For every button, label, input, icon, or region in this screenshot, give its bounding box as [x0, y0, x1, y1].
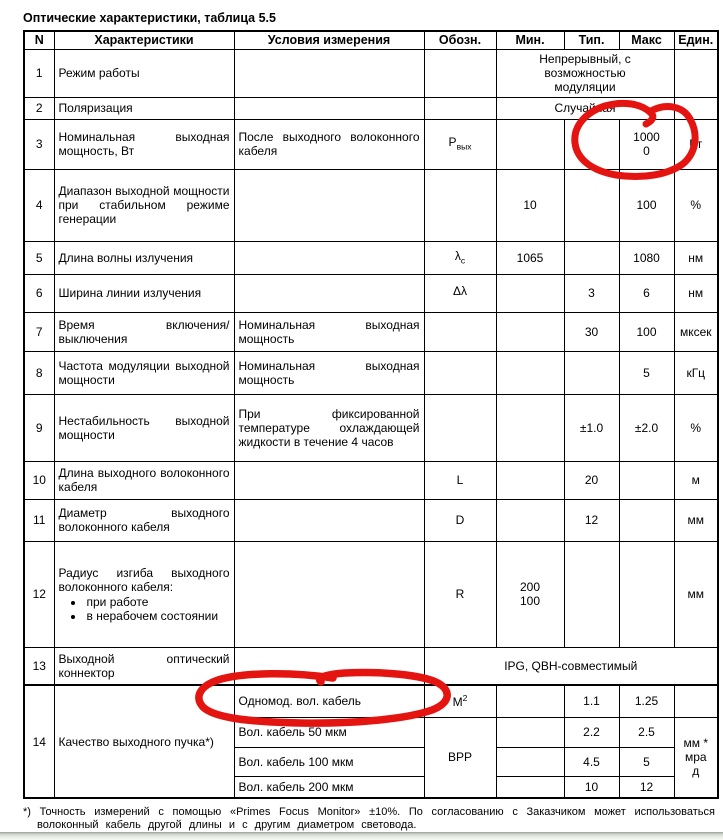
- cell-condition: Номинальная выходная мощность: [234, 312, 424, 351]
- col-header-conditions: Условия измерения: [234, 31, 424, 49]
- cell-unit: [674, 97, 718, 119]
- table-row: [24, 274, 718, 312]
- cell-typ: 2.2: [564, 717, 619, 747]
- cell-number: 3: [24, 119, 54, 169]
- cell-condition: Вол. кабель 100 мкм: [234, 747, 424, 776]
- cell-unit: [674, 49, 718, 97]
- cell-unit: кГц: [674, 351, 718, 394]
- cell-merged-value: Непрерывный, с возможностью модуляции: [496, 49, 674, 97]
- cell-typ: 1.1: [564, 685, 619, 717]
- cell-characteristic: Ширина линии излучения: [54, 274, 234, 312]
- cell-min: [496, 461, 564, 499]
- cell-condition: При фиксированной температуре охлаждающей жидкости в течение 4 часов: [234, 394, 424, 461]
- cell-min: [496, 685, 564, 717]
- cell-characteristic: Длина волны излучения: [54, 241, 234, 274]
- cell-typ: [564, 119, 619, 169]
- cell-typ: [564, 169, 619, 241]
- cell-unit: нм: [674, 241, 718, 274]
- cell-number: 8: [24, 351, 54, 394]
- cell-unit: мм: [674, 499, 718, 541]
- table-row: [24, 647, 718, 685]
- cell-min: [496, 312, 564, 351]
- cell-typ: 4.5: [564, 747, 619, 776]
- cell-typ: 30: [564, 312, 619, 351]
- cell-min: 10: [496, 169, 564, 241]
- cell-characteristic: Диапазон выходной мощности при стабильном режиме генерации: [54, 169, 234, 241]
- bullet-item: • в нерабочем состоянии: [85, 609, 230, 623]
- bullet-item: • при работе: [85, 595, 230, 609]
- cell-condition: После выходного волоконного кабеля: [234, 119, 424, 169]
- table-row: [24, 241, 718, 274]
- cell-condition: [234, 541, 424, 647]
- cell-min: 200 100: [496, 541, 564, 647]
- cell-max: 1.25: [619, 685, 674, 717]
- cell-min: [496, 394, 564, 461]
- cell-max: 10000: [619, 119, 674, 169]
- table-row: [24, 541, 718, 647]
- cell-max: 100: [619, 169, 674, 241]
- cell-max: 5: [619, 747, 674, 776]
- cell-condition: [234, 499, 424, 541]
- cell-min: [496, 119, 564, 169]
- col-header-typ: Тип.: [564, 31, 619, 49]
- cell-symbol: [424, 351, 496, 394]
- cell-number: 12: [24, 541, 54, 647]
- cell-max: 100: [619, 312, 674, 351]
- cell-unit: м: [674, 461, 718, 499]
- cell-condition: [234, 461, 424, 499]
- cell-characteristic: Поляризация: [54, 97, 234, 119]
- cell-typ: [564, 351, 619, 394]
- cell-min: [496, 274, 564, 312]
- cell-condition: [234, 274, 424, 312]
- cell-max: 5: [619, 351, 674, 394]
- cell-symbol: [424, 49, 496, 97]
- col-header-unit: Един.: [674, 31, 718, 49]
- cell-characteristic: Качество выходного пучка*): [54, 685, 234, 798]
- cell-symbol: $P_{вых}$: [424, 119, 496, 169]
- table-row: [24, 97, 718, 119]
- table-row: [24, 119, 718, 169]
- cell-number: 6: [24, 274, 54, 312]
- cell-max: 6: [619, 274, 674, 312]
- cell-typ: [564, 241, 619, 274]
- cell-characteristic: [54, 541, 234, 647]
- cell-max: 12: [619, 776, 674, 798]
- footnote: *) Точность измерений с помощью «Primes Focus Monitor» ±10%. По согласованию с Заказчиком может использоваться волоконный кабель другой длины и с другим диаметром световода.: [23, 806, 715, 832]
- cell-condition: Вол. кабель 200 мкм: [234, 776, 424, 798]
- col-header-symbol: Обозн.: [424, 31, 496, 49]
- cell-unit: мм * мрад: [674, 717, 718, 798]
- cell-merged-value: IPG, QBH-совместимый: [424, 647, 718, 685]
- header-row: [24, 31, 718, 49]
- cell-unit: %: [674, 169, 718, 241]
- cell-typ: 10: [564, 776, 619, 798]
- table-row: [24, 394, 718, 461]
- cell-unit: мм: [674, 541, 718, 647]
- cell-characteristic: Выходной оптический коннектор: [54, 647, 234, 685]
- radius-heading: Радиус изгиба выходного волоконного кабеля:: [58, 565, 230, 594]
- cell-max: [619, 461, 674, 499]
- table-row: [24, 49, 718, 97]
- cell-symbol: R: [424, 541, 496, 647]
- cell-min: [496, 351, 564, 394]
- cell-number: 13: [24, 647, 54, 685]
- cell-number: 7: [24, 312, 54, 351]
- bullet-list: [59, 595, 230, 623]
- cell-unit: мксек: [674, 312, 718, 351]
- cell-number: 11: [24, 499, 54, 541]
- cell-typ: [564, 541, 619, 647]
- cell-number: 9: [24, 394, 54, 461]
- cell-max: ±2.0: [619, 394, 674, 461]
- cell-characteristic: Время включения/ выключения: [54, 312, 234, 351]
- cell-characteristic: Частота модуляции выходной мощности: [54, 351, 234, 394]
- cell-characteristic: Нестабильность выходной мощности: [54, 394, 234, 461]
- cell-characteristic: Режим работы: [54, 49, 234, 97]
- cell-typ: ±1.0: [564, 394, 619, 461]
- cell-typ: 12: [564, 499, 619, 541]
- cell-symbol: Δλ: [424, 274, 496, 312]
- cell-characteristic: Диаметр выходного волоконного кабеля: [54, 499, 234, 541]
- cell-symbol: [424, 97, 496, 119]
- col-header-number: N: [24, 31, 54, 49]
- cell-min: [496, 776, 564, 798]
- col-header-max: Макс: [619, 31, 674, 49]
- cell-min: 1065: [496, 241, 564, 274]
- cell-max: 1080: [619, 241, 674, 274]
- cell-unit: нм: [674, 274, 718, 312]
- cell-symbol: BPP: [424, 717, 496, 798]
- cell-number: 5: [24, 241, 54, 274]
- cell-condition: [234, 169, 424, 241]
- cell-condition: Вол. кабель 50 мкм: [234, 717, 424, 747]
- cell-max: [619, 541, 674, 647]
- cell-condition: Номинальная выходная мощность: [234, 351, 424, 394]
- cell-symbol: $M^2$: [424, 685, 496, 717]
- cell-typ: 20: [564, 461, 619, 499]
- cell-symbol: [424, 312, 496, 351]
- table-row: [24, 685, 718, 717]
- cell-number: 10: [24, 461, 54, 499]
- table-title: Оптические характеристики, таблица 5.5: [23, 11, 276, 25]
- cell-condition: [234, 241, 424, 274]
- optical-characteristics-table: [23, 30, 719, 799]
- cell-symbol: [424, 169, 496, 241]
- cell-condition: [234, 647, 424, 685]
- cell-condition: Одномод. вол. кабель: [234, 685, 424, 717]
- cell-unit: %: [674, 394, 718, 461]
- cell-unit: Вт: [674, 119, 718, 169]
- cell-symbol: $\lambda_c$: [424, 241, 496, 274]
- cell-condition: [234, 49, 424, 97]
- cell-max: [619, 499, 674, 541]
- cell-unit: [674, 685, 718, 717]
- window-bottom-edge: [0, 832, 723, 840]
- cell-max: 2.5: [619, 717, 674, 747]
- cell-number: 2: [24, 97, 54, 119]
- cell-symbol: D: [424, 499, 496, 541]
- table-row: [24, 169, 718, 241]
- cell-number: 14: [24, 685, 54, 798]
- cell-min: [496, 717, 564, 747]
- cell-min: [496, 747, 564, 776]
- cell-number: 1: [24, 49, 54, 97]
- col-header-min: Мин.: [496, 31, 564, 49]
- cell-characteristic: Длина выходного волоконного кабеля: [54, 461, 234, 499]
- cell-symbol: [424, 394, 496, 461]
- cell-symbol: L: [424, 461, 496, 499]
- table-row: [24, 499, 718, 541]
- table-row: [24, 351, 718, 394]
- cell-typ: 3: [564, 274, 619, 312]
- cell-merged-value: Случайная: [496, 97, 674, 119]
- table-row: [24, 312, 718, 351]
- cell-number: 4: [24, 169, 54, 241]
- cell-characteristic: Номинальная выходная мощность, Вт: [54, 119, 234, 169]
- cell-min: [496, 499, 564, 541]
- col-header-characteristics: Характеристики: [54, 31, 234, 49]
- cell-condition: [234, 97, 424, 119]
- table-row: [24, 461, 718, 499]
